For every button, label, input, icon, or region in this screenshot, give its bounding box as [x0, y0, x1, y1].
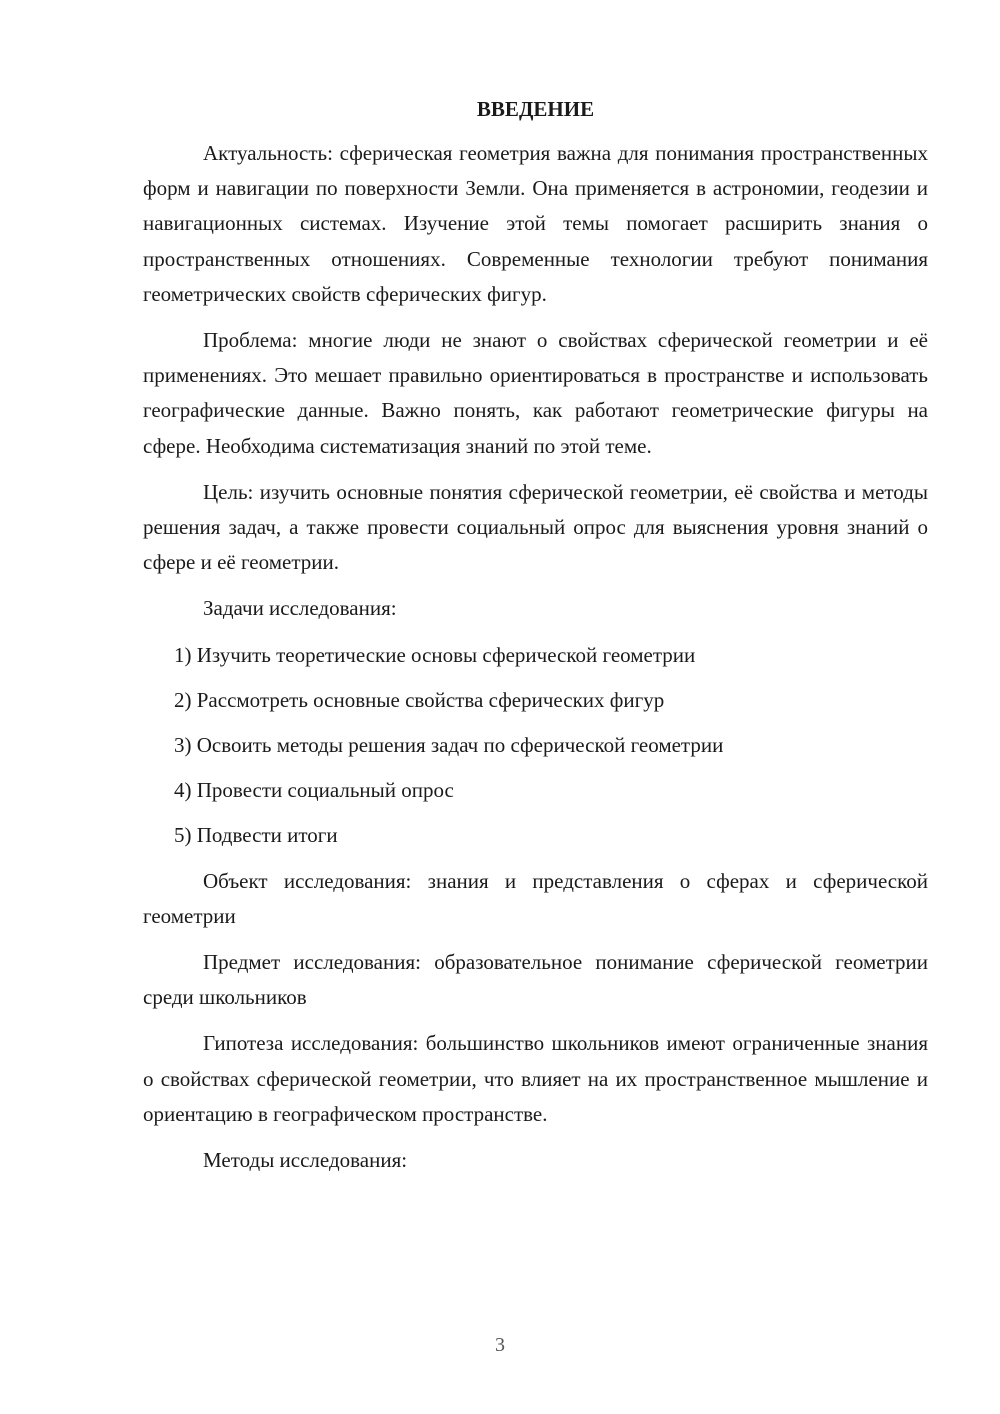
list-item: 4) Провести социальный опрос	[174, 778, 454, 803]
paragraph-hypothesis: Гипотеза исследования: большинство школьников имеют ограниченные знания о свойствах сферической геометрии, что влияет на их пространственное мышление и ориентацию в географическом пространстве.	[143, 1031, 928, 1126]
tasks-list	[143, 638, 928, 854]
list-item: 5) Подвести итоги	[174, 823, 338, 848]
paragraph-object: Объект исследования: знания и представления о сферах и сферической геометрии	[143, 868, 928, 928]
list-item: 1) Изучить теоретические основы сферической геометрии	[174, 642, 696, 667]
paragraph-relevance: Актуальность: сферическая геометрия важна для понимания пространственных форм и навигации по поверхности Земли. Она применяется в астрономии, геодезии и навигационных системах. Изучение этой темы помогает расширить знания о пространственных отношениях. Современные технологии требуют понимания геометрических свойств сферических фигур.	[143, 141, 928, 306]
list-item: 3) Освоить методы решения задач по сферической геометрии	[174, 733, 724, 758]
methods-heading: Методы исследования:	[203, 1148, 408, 1173]
paragraph-goal: Цель: изучить основные понятия сферической геометрии, её свойства и методы решения задач, а также провести социальный опрос для выяснения уровня знаний о сфере и её геометрии.	[143, 479, 928, 575]
paragraph-subject: Предмет исследования: образовательное понимание сферической геометрии среди школьников	[143, 950, 928, 1010]
section-title: ВВЕДЕНИЕ	[476, 97, 595, 121]
page-number: 3	[495, 1334, 505, 1356]
paragraph-problem: Проблема: многие люди не знают о свойствах сферической геометрии и её применениях. Это мешает правильно ориентироваться в пространстве и использовать географические данные. Важно понять, как работают геометрические фигуры на сфере. Необходима систематизация знаний по этой теме.	[143, 328, 928, 458]
tasks-heading: Задачи исследования:	[203, 596, 397, 621]
document-page	[143, 92, 928, 1189]
list-item: 2) Рассмотреть основные свойства сферических фигур	[174, 687, 665, 712]
